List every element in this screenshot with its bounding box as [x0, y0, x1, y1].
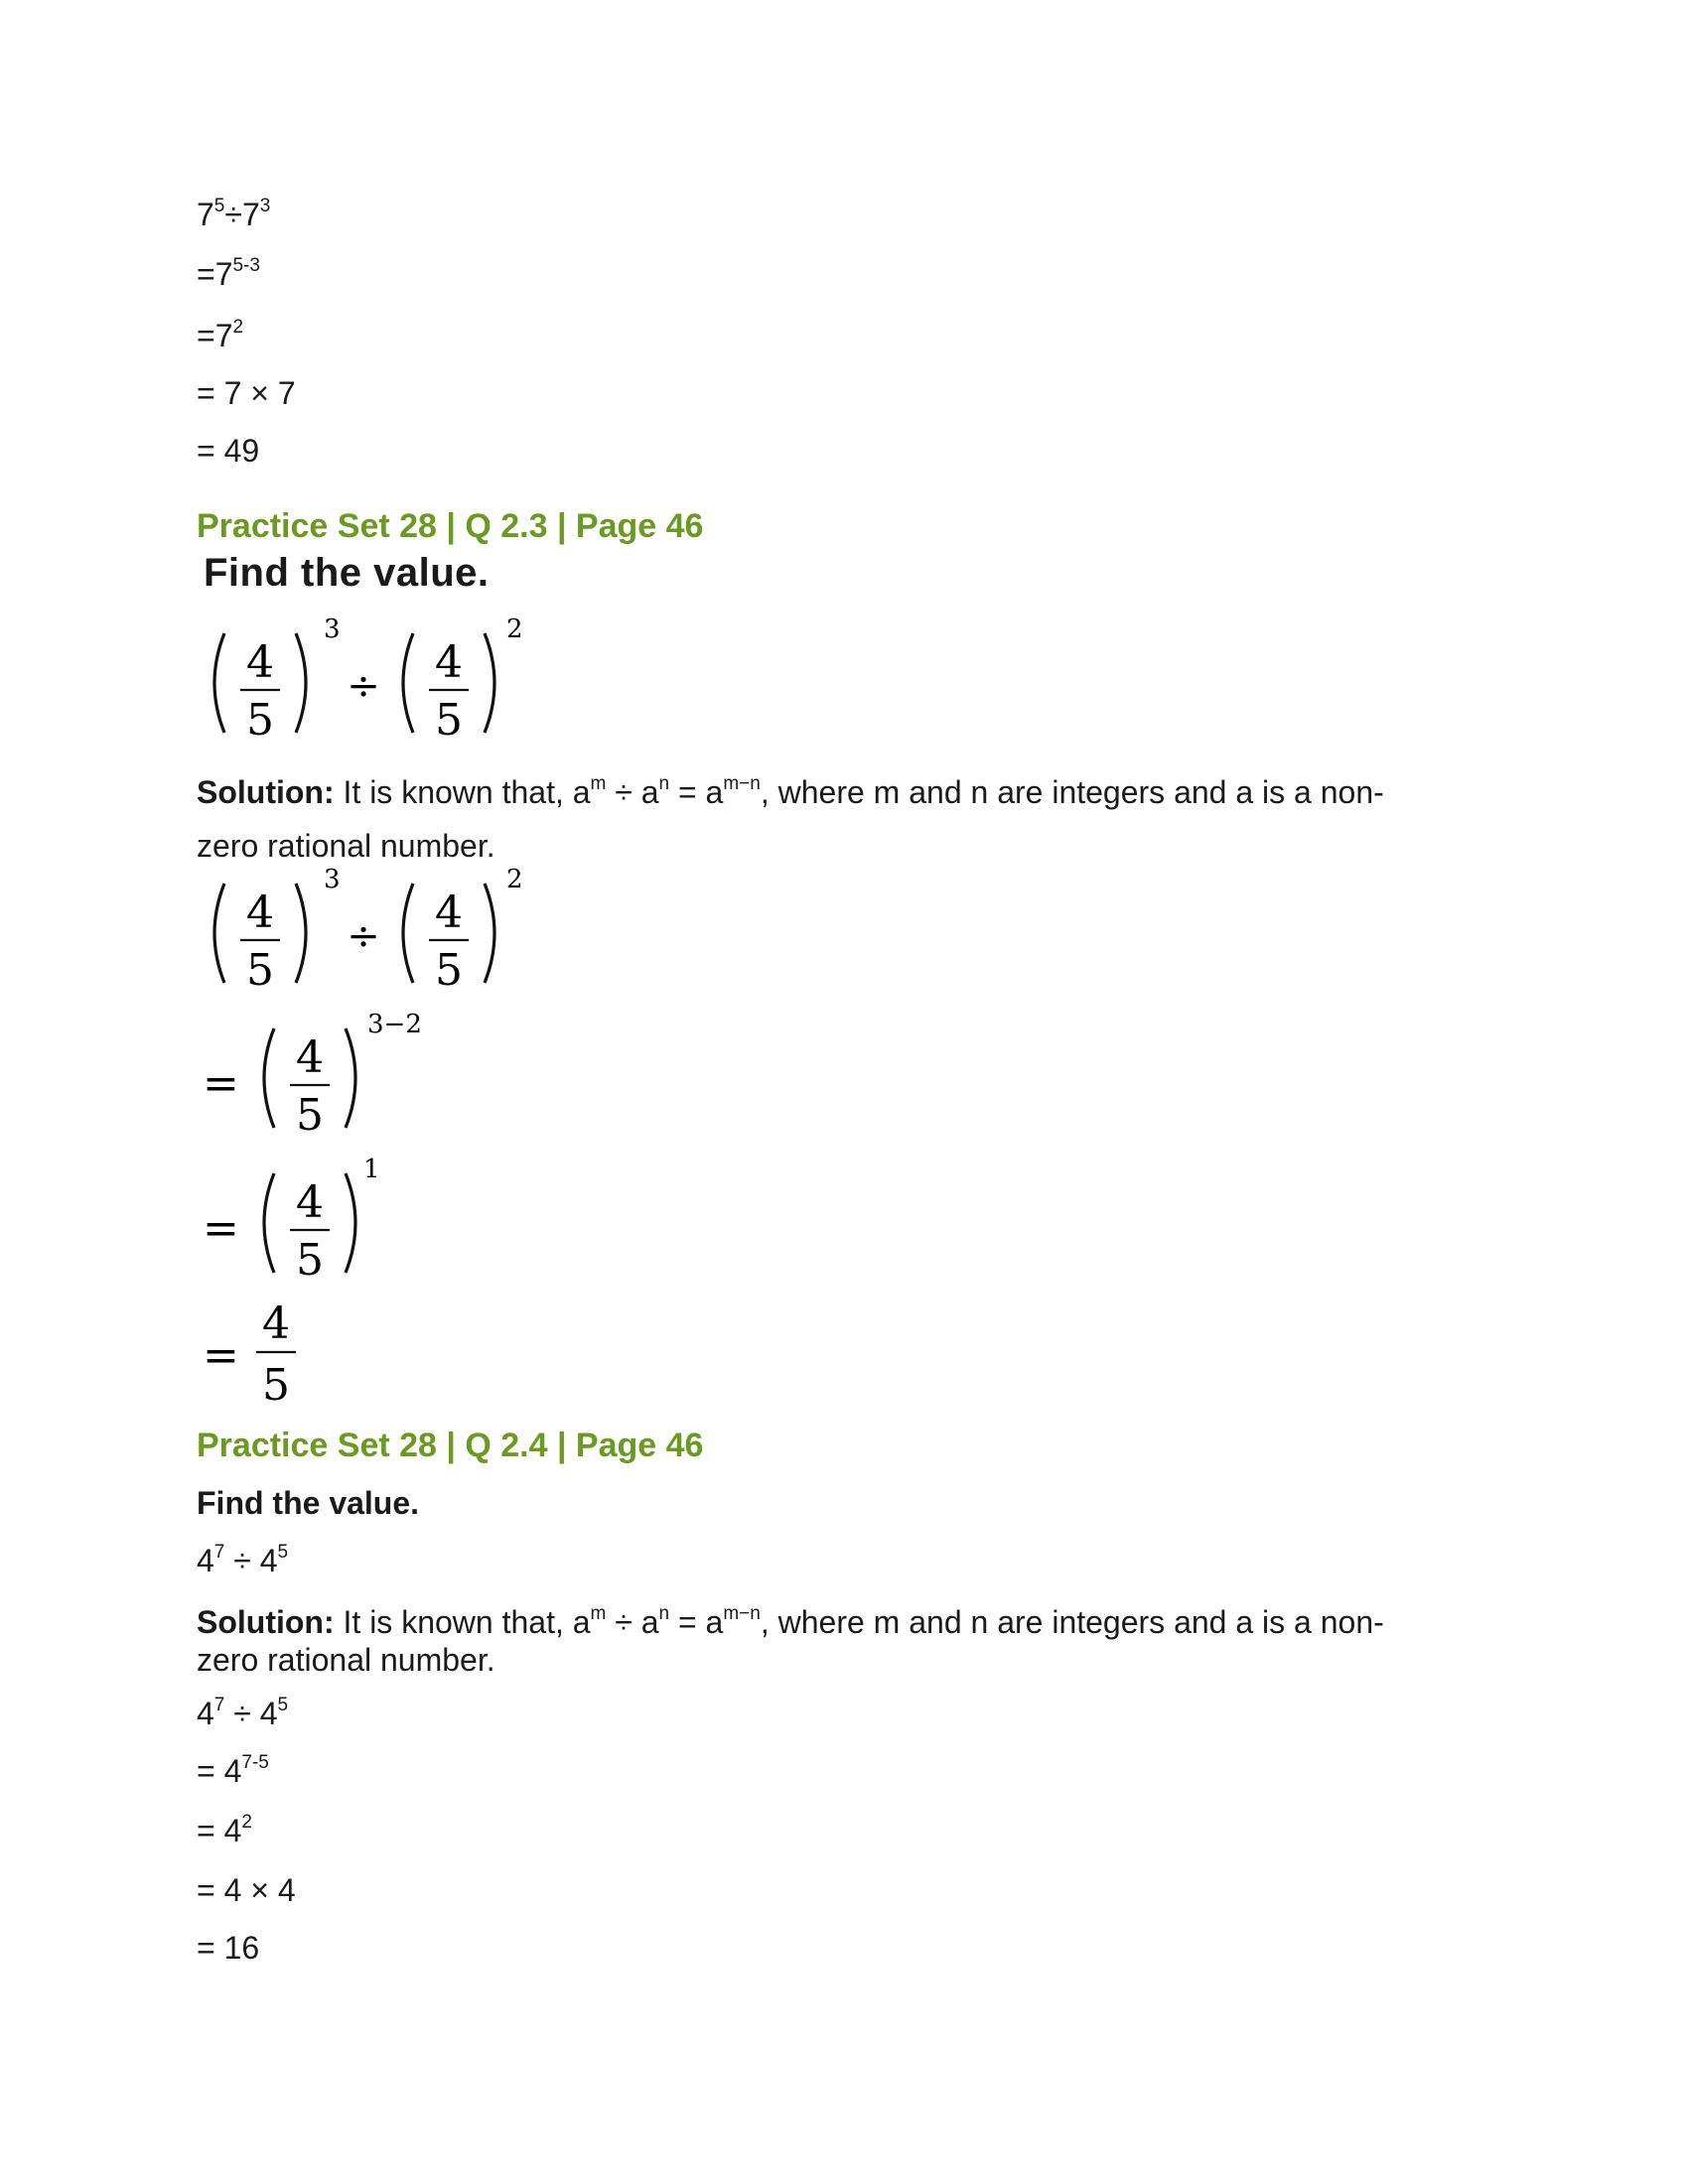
paren-right [346, 1173, 355, 1273]
step-line-4: = 7 × 7 [197, 375, 296, 411]
section-heading-q23: Practice Set 28 | Q 2.3 | Page 46 [197, 507, 704, 545]
fraction-denominator: 5 [262, 1360, 290, 1411]
solution-step-2-q23 [197, 1009, 455, 1148]
fraction-numerator: 4 [296, 1032, 324, 1083]
step-line-2: $=7^{5-3}$ [197, 255, 260, 292]
section-heading-q24: Practice Set 28 | Q 2.4 | Page 46 [197, 1427, 704, 1464]
paren-left [264, 1028, 274, 1128]
paren-right [296, 884, 306, 983]
fraction-numerator: 4 [262, 1298, 290, 1349]
equals-sign: = [203, 1203, 239, 1254]
paren-right [296, 633, 306, 733]
question-expression-q24: $4^7 \div 4^5$ [197, 1542, 289, 1578]
paren-left [264, 1173, 274, 1273]
paren-right [485, 633, 494, 733]
equals-sign: = [203, 1058, 239, 1109]
fraction-denominator: 5 [246, 695, 274, 746]
exponent: 3 [324, 865, 341, 894]
step-line-5: = 49 [197, 433, 260, 469]
step-line-1: $7^5\div 7^3$ [197, 196, 271, 232]
solution-step-3-q24: = $4^2$ [197, 1812, 252, 1848]
solution-text-q24: Solution: It is known that, $a^m \div a^n = a^{m-n}$, where m and n are integers and a is a non- [197, 1603, 1384, 1640]
equals-sign: = [203, 1330, 239, 1381]
step-line-3: $=7^2$ [197, 317, 244, 353]
fraction-numerator: 4 [435, 637, 463, 688]
fraction-denominator: 5 [296, 1090, 324, 1141]
fraction-numerator: 4 [246, 887, 274, 938]
paren-right [346, 1028, 355, 1128]
solution-text-q23: Solution: It is known that, $a^m \div a^n = a^{m-n}$, where m and n are integers and a is a non- [197, 773, 1384, 810]
exponent: 1 [363, 1155, 380, 1184]
solution-step-4-q24: = 4 × 4 [197, 1872, 296, 1908]
question-title-q23: Find the value. [204, 551, 490, 595]
fraction-numerator: 4 [296, 1177, 324, 1228]
fraction-denominator: 5 [435, 695, 463, 746]
solution-step-1-q23 [197, 864, 534, 1003]
solution-label: Solution: [197, 774, 335, 810]
solution-text-q23-line2: zero rational number. [197, 828, 495, 864]
solution-text-q24-line2: zero rational number. [197, 1642, 495, 1678]
solution-step-3-q23 [197, 1154, 415, 1293]
paren-left [214, 633, 224, 733]
exponent: 3 [324, 614, 341, 644]
fraction-numerator: 4 [435, 887, 463, 938]
fraction-denominator: 5 [246, 945, 274, 996]
paren-left [403, 884, 413, 983]
fraction-numerator: 4 [246, 637, 274, 688]
paren-right [485, 884, 494, 983]
solution-step-4-q23 [197, 1291, 336, 1420]
fraction-denominator: 5 [296, 1235, 324, 1286]
solution-label: Solution: [197, 1604, 335, 1640]
solution-step-1-q24: $4^7 \div 4^5$ [197, 1695, 289, 1731]
question-title-q24: Find the value. [197, 1485, 420, 1521]
divide-sign: ÷ [347, 663, 380, 709]
paren-left [214, 884, 224, 983]
paren-left [403, 633, 413, 733]
solution-step-5-q24: = 16 [197, 1930, 260, 1966]
solution-step-2-q24: = $4^{7-5}$ [197, 1752, 269, 1789]
exponent: 2 [506, 865, 523, 894]
exponent: 3−2 [367, 1010, 422, 1039]
question-expression-q23 [197, 614, 534, 752]
divide-sign: ÷ [347, 913, 380, 959]
fraction-denominator: 5 [435, 945, 463, 996]
exponent: 2 [506, 614, 523, 644]
